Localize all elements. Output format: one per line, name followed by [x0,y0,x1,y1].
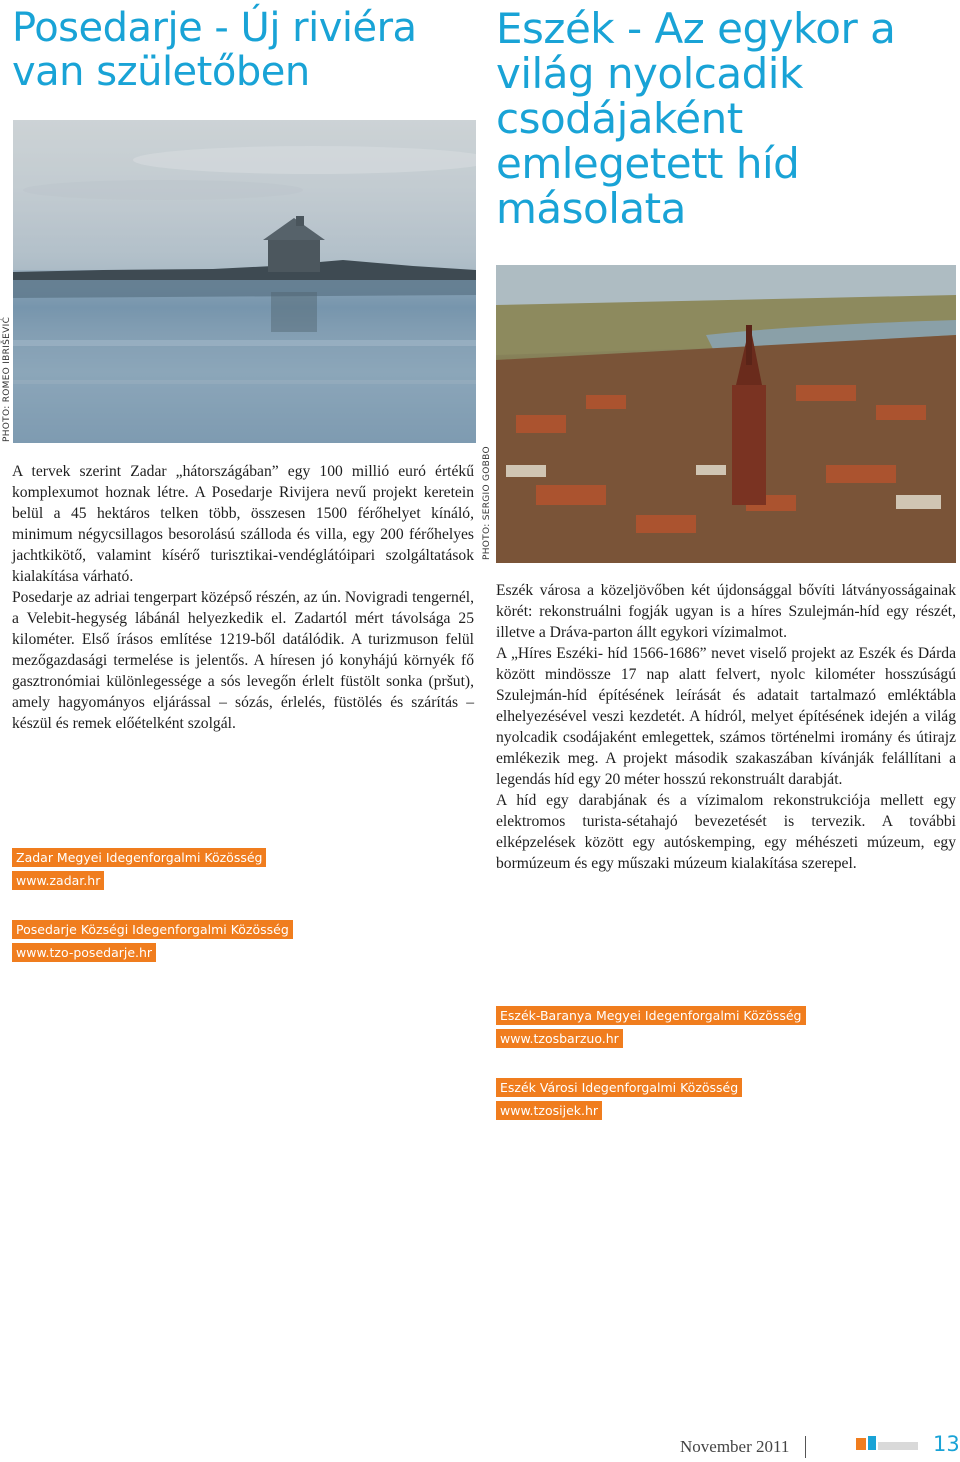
paragraph: A tervek szerint Zadar „hátországában” egy 100 millió euró értékű komplexumot hoznak létre. A Posedarje Rivijera nevű projekt keretein belül a 45 hektáros telken több, összesen 1500 férőhelyet kínáló, minimum négycsillagos besorolású szálloda és villa, egy 200 férőhelyes jachtkikötő, valamint kísérő turisztikai-vendéglátóipari szolgáltatások kialakítása várható. [12,463,474,585]
contact-org: Zadar Megyei Idegenforgalmi Közösség [12,848,266,867]
right-article-body [496,580,956,874]
magazine-logo-icon [850,1434,922,1454]
osijek-aerial-photo [496,265,956,563]
right-photo-credit: PHOTO: SERGIO GOBBO [482,446,492,560]
paragraph: Posedarje az adriai tengerpart középső részén, az ún. Novigradi tengernél, a Velebit-hegység lábánál helyezkedik el. Zadartól mért távolsága 25 kilométer. Első írásos említése 1219-ből datálódik. A turizmuson felül mezőgazdasági termelése is jelentős. A híresen jó konyhájú környék fő gasztronómiai különlegessége a sós levegőn érlelt füstölt sonka (pršut), amely hagyományos eljárással – sózás, érlelés, füstölés és szárítás – készül és remek előételként szolgál. [12,589,474,732]
posedarje-sea-photo [13,120,476,443]
contact-org: Posedarje Községi Idegenforgalmi Közösség [12,920,293,939]
contact-link[interactable]: www.tzosbarzuo.hr [496,1029,623,1048]
contact-block-eszek-baranya [496,1006,806,1052]
contact-block-zadar [12,848,266,894]
paragraph: Eszék városa a közeljövőben két újdonsággal bővíti látványosságainak körét: rekonstruálni fogják ugyan is a híres Szulejmán-híd egy részét, illetve a Dráva-parton állt egykori vízimalmot. [496,582,956,641]
footer-divider [805,1436,806,1458]
contact-org: Eszék Városi Idegenforgalmi Közösség [496,1078,742,1097]
issue-date: November 2011 [680,1437,790,1456]
right-article-title: Eszék - Az egykor a világ nyolcadik csodájaként emlegetett híd másolata [496,4,896,233]
left-article-body [12,461,474,734]
left-photo-credit: PHOTO: ROMEO IBRIŠEVIĆ [2,316,12,442]
contact-link[interactable]: www.tzosijek.hr [496,1101,602,1120]
contact-block-eszek-varosi [496,1078,742,1124]
osijek-photo-illustration [496,265,956,563]
left-article-title: Posedarje - Új riviéra van születőben [12,5,417,95]
contact-link[interactable]: www.tzo-posedarje.hr [12,943,156,962]
paragraph: A „Híres Eszéki- híd 1566-1686” nevet viselő projekt az Eszék és Dárda között mindössze 17 nap alatt felvert, nyolc kilométer hosszúságú Szulejmán-híd építésének leírását és adatait tartalmazó emléktábla elhelyezésével veszi kezdetét. A hídról, melyet építésének idején a világ nyolcadik csodájaként emlegettek, számos történelmi iromány és útirajz emlékezik meg. A projekt második szakaszában kívánják felállítani a legendás híd egy 20 méter hosszú rekonstruált darabját. [496,645,956,788]
contact-link[interactable]: www.zadar.hr [12,871,104,890]
page-number: 13 [933,1432,960,1456]
contact-org: Eszék-Baranya Megyei Idegenforgalmi Közösség [496,1006,806,1025]
posedarje-photo-illustration [13,120,476,443]
paragraph: A híd egy darabjának és a vízimalom rekonstrukciója mellett egy elektromos turista-sétahajó bevezetését is tervezik. A további elképzelések között egy autóskemping, egy méhészeti múzeum, egy bormúzeum és egy műszaki múzeum kialakítása szerepel. [496,792,956,872]
contact-block-posedarje [12,920,293,966]
